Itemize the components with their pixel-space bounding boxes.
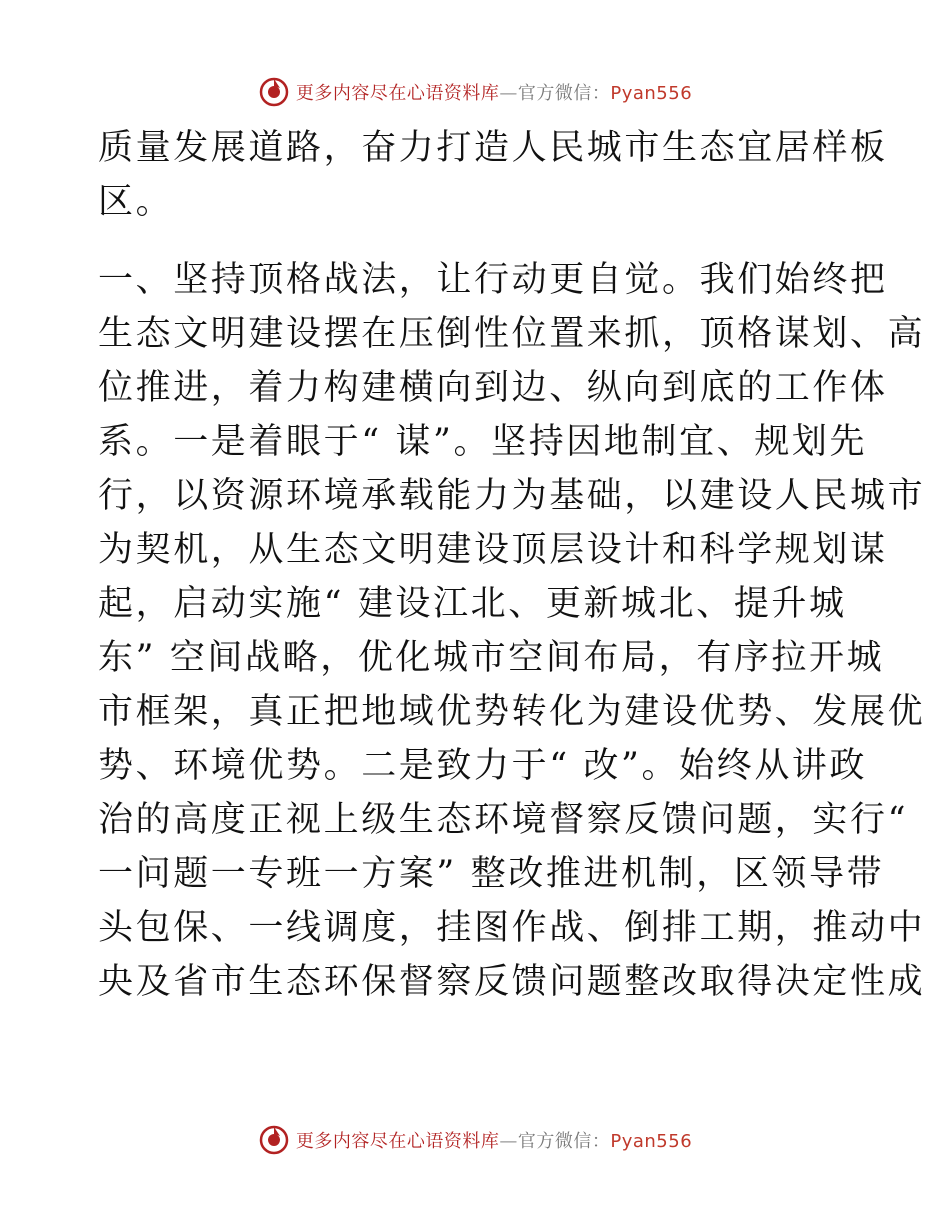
header-watermark-banner [0,72,950,112]
text-line: 生态文明建设摆在压倒性位置来抓，顶格谋划、高 [98,314,926,354]
text-line: 行，以资源环境承载能力为基础，以建设人民城市 [98,476,926,516]
footer-watermark-banner [0,1120,950,1160]
watermark-site-text: 更多内容尽在心语资料库 [295,83,500,104]
watermark-wechat-id: Pyan556 [610,83,693,104]
text-line: 东” 空间战略，优化城市空间布局，有序拉开城 [98,638,885,678]
watermark-separator: — [499,1131,518,1152]
text-line: 位推进，着力构建横向到边、纵向到底的工作体 [98,368,888,408]
text-line: 起，启动实施“ 建设江北、更新城北、提升城 [98,584,847,624]
text-line: 一问题一专班一方案” 整改推进机制，区领导带 [98,854,885,894]
text-line: 系。一是着眼于“ 谋”。坚持因地制宜、规划先 [98,422,868,462]
text-line: 为契机，从生态文明建设顶层设计和科学规划谋 [98,530,888,570]
watermark-separator: — [499,83,518,104]
watermark-text [296,1127,692,1153]
text-line: 区。 [98,182,174,222]
text-line: 市框架，真正把地域优势转化为建设优势、发展优 [98,692,926,732]
text-line: 头包保、一线调度，挂图作战、倒排工期，推动中 [98,908,926,948]
text-line: 治的高度正视上级生态环境督察反馈问题，实行“ [98,800,909,840]
paragraph-2 [98,253,926,1009]
text-line: 一、坚持顶格战法，让行动更自觉。我们始终把 [98,260,888,300]
brand-logo-icon [258,1124,290,1156]
watermark-wechat-label: 官方微信： [517,1131,611,1152]
paragraph-1 [98,121,888,229]
paragraph-gap [98,229,858,253]
watermark-text [296,79,692,105]
brand-logo-icon [258,76,290,108]
text-line: 质量发展道路，奋力打造人民城市生态宜居样板 [98,128,888,168]
watermark-wechat-id: Pyan556 [610,1131,693,1152]
text-line: 央及省市生态环保督察反馈问题整改取得决定性成 [98,962,926,1002]
watermark-site-text: 更多内容尽在心语资料库 [295,1131,500,1152]
text-line: 势、环境优势。二是致力于“ 改”。始终从讲政 [98,746,868,786]
watermark-wechat-label: 官方微信： [517,83,611,104]
document-body [98,121,926,1009]
